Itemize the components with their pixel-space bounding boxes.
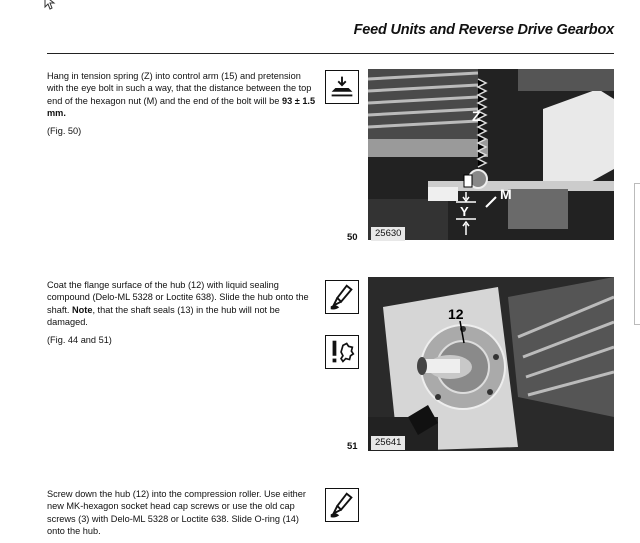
sealant-apply-icon [325,280,359,314]
instruction-text: Hang in tension spring (Z) into control arm (15) and pretension with the eye bolt in such a way, that the distance between the top end of the hexagon nut (M) and the end of the bolt will be [47,71,312,106]
figure-label-12: 12 [448,306,464,322]
figure-number: 51 [347,441,358,452]
adjacent-window-edge [634,183,640,325]
image-code: 25641 [371,436,405,450]
measurement-value: 93 ± 1.5 mm. [47,95,316,119]
figure-51-photo [368,277,614,451]
figure-label-m: M [500,186,512,202]
figure-number: 50 [347,232,358,243]
caution-gear-icon [325,335,359,369]
instruction-text: Coat the flange surface of the hub (12) with liquid sealing compound (Delo-ML 5328 or Loctite 638). Slide the hub onto the shaft. [47,280,309,315]
figure-reference: (Fig. 44 and 51) [47,334,112,345]
figure-50-photo [368,69,614,240]
instruction-text-continued: , that the shaft seals (13) in the hub will not be damaged. [47,304,280,328]
figure-label-y: Y [460,204,469,219]
header-divider [47,53,614,54]
instruction-coat-flange [47,279,319,351]
instruction-tension-spring [47,70,319,142]
note-label: Note [72,304,93,315]
image-code: 25630 [371,227,405,241]
page-header-title: Feed Units and Reverse Drive Gearbox [353,22,614,38]
instruction-screw-hub [47,488,319,543]
figure-label-z: Z [472,108,481,124]
mouse-cursor-icon [44,0,56,10]
sealant-apply-icon [325,488,359,522]
figure-reference: (Fig. 50) [47,125,82,136]
measure-icon [325,70,359,104]
instruction-text: Screw down the hub (12) into the compression roller. Use either new MK-hexagon socket head cap screws or use the old cap screws (3) with Delo-ML 5328 or Loctite 638. Slide O-ring (14) onto the hub. [47,489,306,537]
